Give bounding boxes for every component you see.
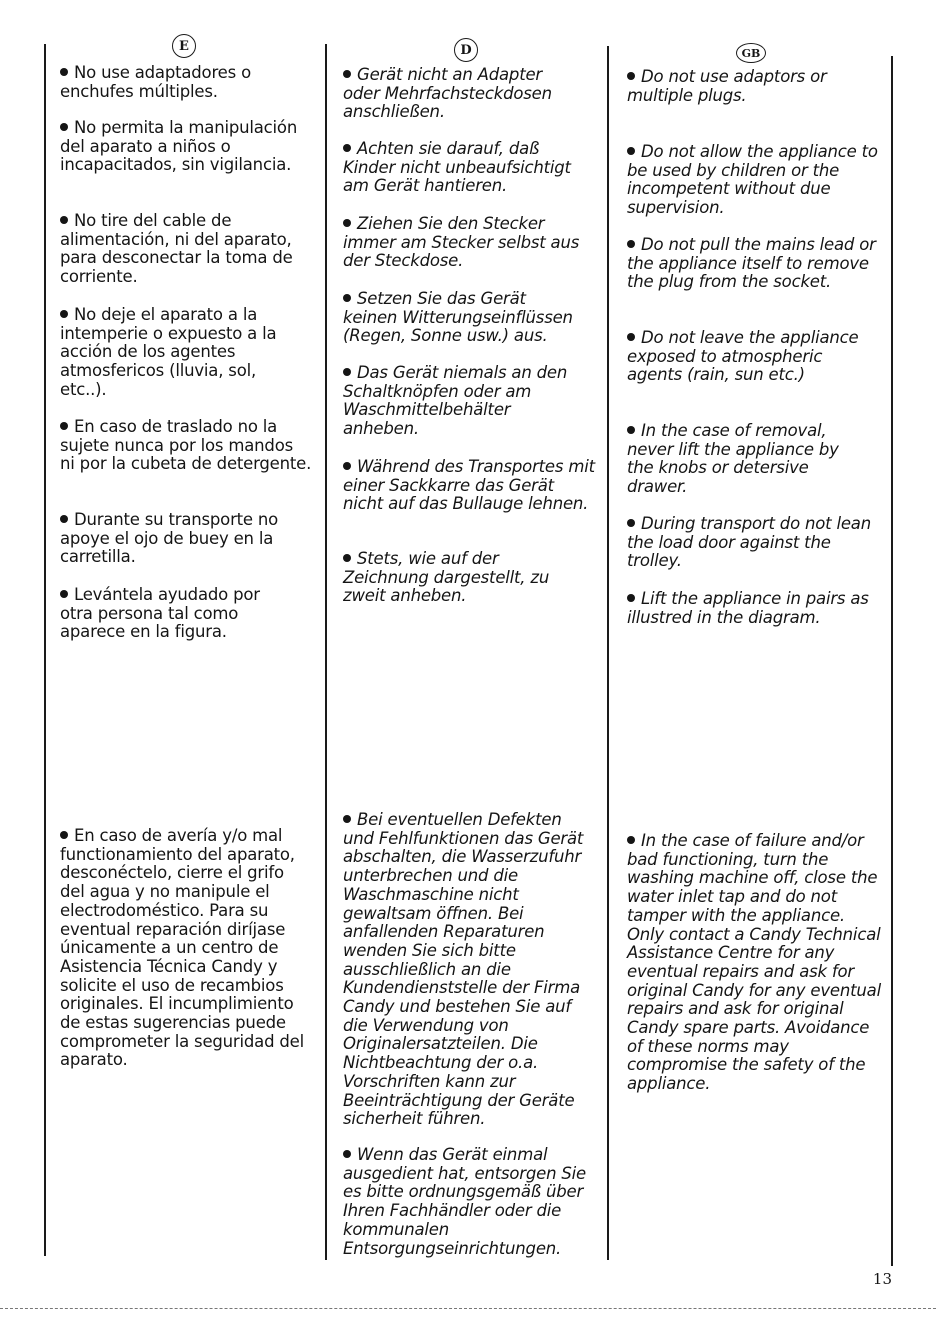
bullet-icon <box>343 1150 351 1158</box>
page-number: 13 <box>872 1270 892 1288</box>
bullet-icon <box>343 554 351 562</box>
bullet-icon <box>627 333 635 341</box>
list-item: In the case of failure and/or bad functioning, turn the washing machine off, close the water inlet tap and do not tamper with the appliance. Only contact a Candy Technical Assistance Centre for any eventual repairs and ask for original Candy for any eventual repairs and ask for original Candy spare parts. Avoidance of these norms may compromise the safety of the appliance. <box>627 831 881 1094</box>
list-item: En caso de traslado no la sujete nunca por los mandos ni por la cubeta de detergente. <box>60 417 312 474</box>
list-item: Gerät nicht an Adapter oder Mehrfachsteckdosen anschließen. <box>343 65 552 122</box>
list-item: No use adaptadores o enchufes múltiples. <box>60 63 251 101</box>
language-mark-gb: GB <box>736 43 766 63</box>
list-item: No deje el aparato a la intemperie o expuesto a la acción de los agentes atmosfericos (lluvia, sol, etc..). <box>60 305 277 399</box>
list-item: Setzen Sie das Gerät keinen Witterungseinflüssen (Regen, Sonne usw.) aus. <box>343 289 573 346</box>
bullet-icon <box>60 590 68 598</box>
bullet-icon <box>60 68 68 76</box>
bullet-icon <box>627 72 635 80</box>
column-divider <box>891 56 893 1266</box>
bullet-icon <box>627 426 635 434</box>
language-mark-e: E <box>172 34 196 58</box>
language-mark-d: D <box>454 38 478 62</box>
list-item: Do not pull the mains lead or the appliance itself to remove the plug from the socket. <box>627 235 876 292</box>
list-item: Levántela ayudado por otra persona tal como aparece en la figura. <box>60 585 260 642</box>
list-item: Achten sie darauf, daß Kinder nicht unbeaufsichtigt am Gerät hantieren. <box>343 139 571 196</box>
bullet-icon <box>343 294 351 302</box>
list-item: Do not use adaptors or multiple plugs. <box>627 67 827 105</box>
column-divider <box>325 44 327 1260</box>
list-item: En caso de avería y/o mal functionamiento del aparato, desconéctelo, cierre el grifo del agua y no manipule el electrodoméstico. Para su eventual reparación diríjase únicamente a un centro de Asistencia Técnica Candy y solicite el uso de recambios originales. El incumplimiento de estas sugerencias puede comprometer la seguridad del aparato. <box>60 826 305 1070</box>
column-divider <box>44 44 46 1256</box>
bullet-icon <box>627 519 635 527</box>
list-item: Das Gerät niemals an den Schaltknöpfen oder am Waschmittelbehälter anheben. <box>343 363 568 439</box>
bullet-icon <box>343 462 351 470</box>
footer-rule <box>0 1308 936 1309</box>
bullet-icon <box>60 216 68 224</box>
list-item: Lift the appliance in pairs as illustred in the diagram. <box>627 589 869 627</box>
column-divider <box>607 46 609 1260</box>
bullet-icon <box>343 70 351 78</box>
bullet-icon <box>60 123 68 131</box>
bullet-icon <box>60 310 68 318</box>
bullet-icon <box>60 831 68 839</box>
bullet-icon <box>627 240 635 248</box>
bullet-icon <box>343 368 351 376</box>
bullet-icon <box>627 147 635 155</box>
list-item: No permita la manipulación del aparato a niños o incapacitados, sin vigilancia. <box>60 118 298 175</box>
list-item: Stets, wie auf der Zeichnung dargestellt, zu zweit anheben. <box>343 549 550 606</box>
bullet-icon <box>343 815 351 823</box>
bullet-icon <box>60 422 68 430</box>
bullet-icon <box>343 144 351 152</box>
list-item: Durante su transporte no apoye el ojo de buey en la carretilla. <box>60 510 279 567</box>
bullet-icon <box>60 515 68 523</box>
list-item: Bei eventuellen Defekten und Fehlfunktionen das Gerät abschalten, die Wasserzufuhr unterbrechen und die Waschmaschine nicht gewaltsam öffnen. Bei anfallenden Reparaturen wenden Sie sich bitte ausschließlich an die Kundendienststelle der Firma Candy und bestehen Sie auf die Verwendung von Originalersatzteilen. Die Nichtbeachtung der o.a. Vorschriften kann zur Beeinträchtigung der Geräte sicherheit führen. <box>343 810 584 1129</box>
bullet-icon <box>627 836 635 844</box>
list-item: During transport do not lean the load door against the trolley. <box>627 514 871 571</box>
list-item: Do not allow the appliance to be used by children or the incompetent without due supervision. <box>627 142 878 218</box>
list-item: Ziehen Sie den Stecker immer am Stecker selbst aus der Steckdose. <box>343 214 580 271</box>
bullet-icon <box>343 219 351 227</box>
bullet-icon <box>627 594 635 602</box>
list-item: Während des Transportes mit einer Sackkarre das Gerät nicht auf das Bullauge lehnen. <box>343 457 595 514</box>
list-item: In the case of removal, never lift the appliance by the knobs or detersive drawer. <box>627 421 839 497</box>
list-item: Wenn das Gerät einmal ausgedient hat, entsorgen Sie es bitte ordnungsgemäß über Ihren Fachhändler oder die kommunalen Entsorgungseinrichtungen. <box>343 1145 586 1258</box>
list-item: No tire del cable de alimentación, ni del aparato, para desconectar la toma de corriente. <box>60 211 293 287</box>
list-item: Do not leave the appliance exposed to atmospheric agents (rain, sun etc.) <box>627 328 859 385</box>
